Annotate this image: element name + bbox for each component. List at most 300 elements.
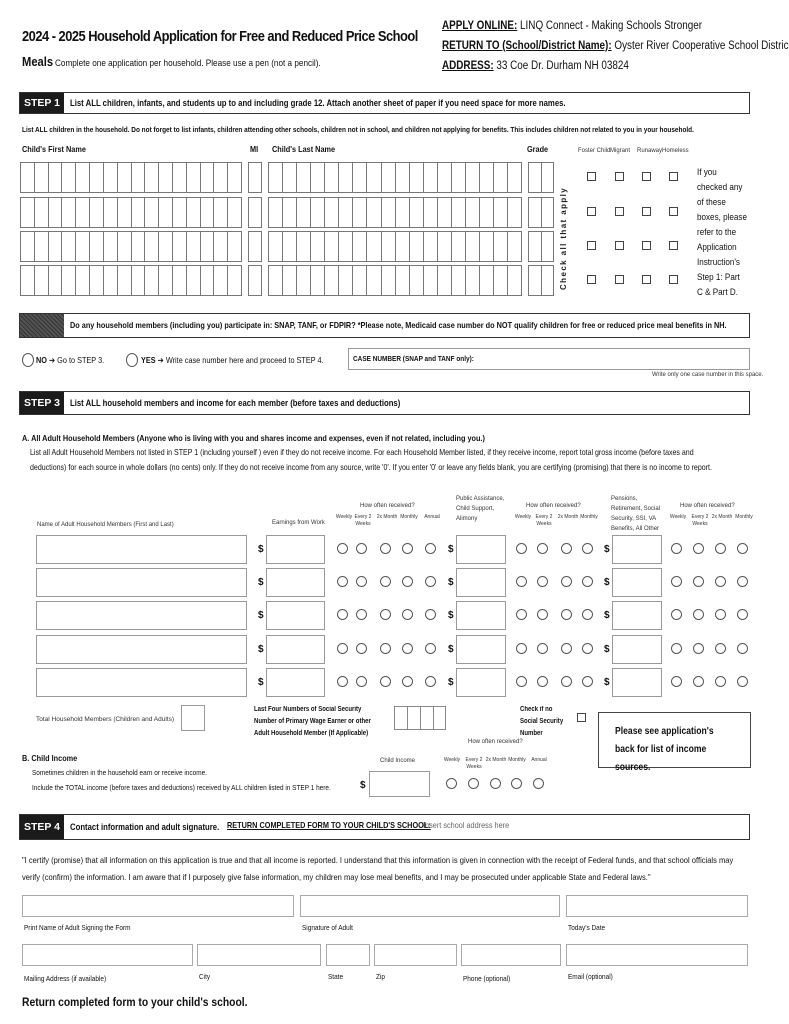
- pension-field[interactable]: [612, 635, 662, 664]
- status-checkbox[interactable]: [587, 207, 596, 216]
- public-assistance-field[interactable]: [456, 635, 506, 664]
- letter-box[interactable]: [89, 231, 103, 262]
- earnings-frequency-radio[interactable]: [380, 576, 391, 587]
- date-field[interactable]: [566, 895, 748, 917]
- earnings-frequency-radio[interactable]: [402, 576, 413, 587]
- letter-box[interactable]: [310, 162, 324, 193]
- letter-box[interactable]: [213, 265, 227, 296]
- letter-box[interactable]: [268, 162, 282, 193]
- public-assistance-field[interactable]: [456, 535, 506, 564]
- pension-frequency-radio[interactable]: [671, 609, 682, 620]
- child-first-name-field[interactable]: [20, 162, 242, 193]
- phone-field[interactable]: [461, 944, 561, 966]
- letter-box[interactable]: [395, 231, 409, 262]
- earnings-field[interactable]: [266, 635, 325, 664]
- letter-box[interactable]: [186, 231, 200, 262]
- child-last-name-field[interactable]: [268, 265, 522, 296]
- status-checkbox[interactable]: [587, 241, 596, 250]
- pension-frequency-radio[interactable]: [671, 643, 682, 654]
- letter-box[interactable]: [131, 162, 145, 193]
- ssn-last-four-field[interactable]: [394, 706, 446, 730]
- child-mi-field[interactable]: [248, 197, 262, 228]
- earnings-frequency-radio[interactable]: [356, 676, 367, 687]
- letter-box[interactable]: [507, 231, 522, 262]
- earnings-frequency-radio[interactable]: [380, 676, 391, 687]
- letter-box[interactable]: [409, 162, 423, 193]
- letter-box[interactable]: [338, 231, 352, 262]
- earnings-field[interactable]: [266, 568, 325, 597]
- pension-frequency-radio[interactable]: [671, 576, 682, 587]
- earnings-frequency-radio[interactable]: [425, 576, 436, 587]
- earnings-frequency-radio[interactable]: [380, 543, 391, 554]
- letter-box[interactable]: [541, 265, 555, 296]
- public-frequency-radio[interactable]: [537, 643, 548, 654]
- letter-box[interactable]: [479, 231, 493, 262]
- earnings-frequency-radio[interactable]: [425, 676, 436, 687]
- earnings-frequency-radio[interactable]: [337, 576, 348, 587]
- letter-box[interactable]: [366, 231, 380, 262]
- letter-box[interactable]: [352, 265, 366, 296]
- letter-box[interactable]: [366, 265, 380, 296]
- pension-field[interactable]: [612, 535, 662, 564]
- pension-frequency-radio[interactable]: [693, 609, 704, 620]
- letter-box[interactable]: [437, 197, 451, 228]
- status-checkbox[interactable]: [669, 275, 678, 284]
- letter-box[interactable]: [493, 231, 507, 262]
- city-field[interactable]: [197, 944, 321, 966]
- letter-box[interactable]: [172, 162, 186, 193]
- public-frequency-radio[interactable]: [582, 676, 593, 687]
- letter-box[interactable]: [75, 197, 89, 228]
- status-checkbox[interactable]: [642, 275, 651, 284]
- child-mi-field[interactable]: [248, 162, 262, 193]
- pension-frequency-radio[interactable]: [737, 609, 748, 620]
- public-frequency-radio[interactable]: [561, 576, 572, 587]
- earnings-frequency-radio[interactable]: [425, 643, 436, 654]
- letter-box[interactable]: [324, 265, 338, 296]
- letter-box[interactable]: [479, 265, 493, 296]
- adult-name-field[interactable]: [36, 568, 247, 597]
- letter-box[interactable]: [75, 231, 89, 262]
- status-checkbox[interactable]: [642, 241, 651, 250]
- letter-box[interactable]: [200, 265, 214, 296]
- public-assistance-field[interactable]: [456, 668, 506, 697]
- letter-box[interactable]: [296, 265, 310, 296]
- child-grade-field[interactable]: [528, 231, 554, 262]
- letter-box[interactable]: [465, 162, 479, 193]
- step4-band: [19, 814, 750, 840]
- letter-box[interactable]: [34, 197, 48, 228]
- child-first-name-field[interactable]: [20, 265, 242, 296]
- letter-box[interactable]: [186, 265, 200, 296]
- pension-frequency-radio[interactable]: [715, 609, 726, 620]
- letter-box[interactable]: [213, 162, 227, 193]
- letter-box[interactable]: [213, 197, 227, 228]
- public-assistance-field[interactable]: [456, 568, 506, 597]
- letter-box[interactable]: [493, 162, 507, 193]
- earnings-field[interactable]: [266, 535, 325, 564]
- child-first-name-field[interactable]: [20, 197, 242, 228]
- child-last-name-field[interactable]: [268, 162, 522, 193]
- letter-box[interactable]: [227, 197, 242, 228]
- letter-box[interactable]: [158, 197, 172, 228]
- letter-box[interactable]: [34, 231, 48, 262]
- letter-box[interactable]: [338, 197, 352, 228]
- public-frequency-radio[interactable]: [537, 609, 548, 620]
- child-frequency-radio[interactable]: [533, 778, 544, 789]
- public-frequency-radio[interactable]: [537, 543, 548, 554]
- public-frequency-radio[interactable]: [561, 609, 572, 620]
- pension-frequency-radio[interactable]: [737, 676, 748, 687]
- letter-box[interactable]: [451, 197, 465, 228]
- child-grade-field[interactable]: [528, 265, 554, 296]
- last-four-label: Last Four Numbers of Social Security Number of Primary Wage Earner or other Adult Household Member (If Applicable): [254, 706, 371, 737]
- letter-box[interactable]: [103, 231, 117, 262]
- pension-frequency-radio[interactable]: [715, 576, 726, 587]
- letter-box[interactable]: [352, 162, 366, 193]
- public-frequency-radio[interactable]: [537, 576, 548, 587]
- public-frequency-radio[interactable]: [516, 643, 527, 654]
- earnings-frequency-radio[interactable]: [356, 643, 367, 654]
- earnings-frequency-radio[interactable]: [356, 576, 367, 587]
- child-mi-field[interactable]: [248, 265, 262, 296]
- letter-box[interactable]: [227, 162, 242, 193]
- letter-box[interactable]: [248, 162, 262, 193]
- public-frequency-radio[interactable]: [537, 676, 548, 687]
- letter-box[interactable]: [172, 231, 186, 262]
- letter-box[interactable]: [528, 162, 541, 193]
- pension-frequency-radio[interactable]: [715, 676, 726, 687]
- letter-box[interactable]: [268, 231, 282, 262]
- letter-box[interactable]: [352, 231, 366, 262]
- letter-box[interactable]: [20, 162, 34, 193]
- letter-box[interactable]: [437, 231, 451, 262]
- ssn-digit-box[interactable]: [433, 706, 446, 730]
- letter-box[interactable]: [310, 265, 324, 296]
- letter-box[interactable]: [158, 162, 172, 193]
- letter-box[interactable]: [296, 231, 310, 262]
- public-frequency-radio[interactable]: [516, 543, 527, 554]
- public-frequency-radio[interactable]: [582, 543, 593, 554]
- letter-box[interactable]: [200, 197, 214, 228]
- letter-box[interactable]: [186, 162, 200, 193]
- earnings-frequency-radio[interactable]: [402, 676, 413, 687]
- letter-box[interactable]: [75, 162, 89, 193]
- public-frequency-radio[interactable]: [516, 676, 527, 687]
- letter-box[interactable]: [61, 265, 75, 296]
- pension-frequency-radio[interactable]: [693, 543, 704, 554]
- letter-box[interactable]: [61, 197, 75, 228]
- earnings-frequency-radio[interactable]: [356, 609, 367, 620]
- letter-box[interactable]: [451, 162, 465, 193]
- letter-box[interactable]: [437, 162, 451, 193]
- letter-box[interactable]: [282, 162, 296, 193]
- earnings-frequency-radio[interactable]: [402, 609, 413, 620]
- letter-box[interactable]: [409, 265, 423, 296]
- status-checkbox[interactable]: [669, 172, 678, 181]
- child-frequency-radio[interactable]: [446, 778, 457, 789]
- letter-box[interactable]: [144, 197, 158, 228]
- letter-box[interactable]: [507, 265, 522, 296]
- letter-box[interactable]: [465, 265, 479, 296]
- pension-frequency-radio[interactable]: [715, 643, 726, 654]
- letter-box[interactable]: [34, 265, 48, 296]
- letter-box[interactable]: [117, 197, 131, 228]
- letter-box[interactable]: [186, 197, 200, 228]
- pension-frequency-radio[interactable]: [737, 643, 748, 654]
- child-grade-field[interactable]: [528, 197, 554, 228]
- pension-frequency-radio[interactable]: [693, 643, 704, 654]
- letter-box[interactable]: [395, 265, 409, 296]
- letter-box[interactable]: [117, 231, 131, 262]
- letter-box[interactable]: [409, 197, 423, 228]
- letter-box[interactable]: [248, 265, 262, 296]
- letter-box[interactable]: [465, 197, 479, 228]
- child-income-field[interactable]: [369, 771, 430, 797]
- public-frequency-radio[interactable]: [561, 643, 572, 654]
- letter-box[interactable]: [366, 197, 380, 228]
- earnings-frequency-radio[interactable]: [402, 543, 413, 554]
- letter-box[interactable]: [465, 231, 479, 262]
- letter-box[interactable]: [131, 265, 145, 296]
- letter-box[interactable]: [324, 231, 338, 262]
- letter-box[interactable]: [117, 265, 131, 296]
- letter-box[interactable]: [282, 231, 296, 262]
- letter-box[interactable]: [89, 162, 103, 193]
- letter-box[interactable]: [48, 231, 62, 262]
- letter-box[interactable]: [172, 265, 186, 296]
- letter-box[interactable]: [528, 265, 541, 296]
- status-checkbox[interactable]: [615, 172, 624, 181]
- total-members-field[interactable]: [181, 705, 205, 731]
- letter-box[interactable]: [451, 265, 465, 296]
- earnings-frequency-radio[interactable]: [356, 543, 367, 554]
- letter-box[interactable]: [528, 197, 541, 228]
- frequency-label: Weekly: [335, 514, 353, 520]
- letter-box[interactable]: [338, 265, 352, 296]
- signature-field[interactable]: [300, 895, 560, 917]
- letter-box[interactable]: [352, 197, 366, 228]
- letter-box[interactable]: [248, 197, 262, 228]
- letter-box[interactable]: [507, 162, 522, 193]
- letter-box[interactable]: [493, 197, 507, 228]
- return-form-label: RETURN COMPLETED FORM TO YOUR CHILD'S SCHOOL:: [227, 820, 431, 830]
- letter-box[interactable]: [437, 265, 451, 296]
- pension-frequency-radio[interactable]: [693, 676, 704, 687]
- how-often-1: How often received?: [360, 503, 415, 509]
- ssn-digit-box[interactable]: [407, 706, 420, 730]
- case-number-field[interactable]: [348, 348, 750, 370]
- letter-box[interactable]: [541, 162, 555, 193]
- earnings-frequency-radio[interactable]: [337, 676, 348, 687]
- adult-name-field[interactable]: [36, 668, 247, 697]
- public-frequency-radio[interactable]: [516, 576, 527, 587]
- mailing-address-field[interactable]: [22, 944, 193, 966]
- col-last-name: Child's Last Name: [272, 144, 336, 154]
- child-last-name-field[interactable]: [268, 197, 522, 228]
- letter-box[interactable]: [144, 162, 158, 193]
- state-field[interactable]: [326, 944, 370, 966]
- earnings-frequency-radio[interactable]: [380, 643, 391, 654]
- no-ssn-checkbox[interactable]: [577, 713, 586, 722]
- letter-box[interactable]: [20, 197, 34, 228]
- letter-box[interactable]: [423, 231, 437, 262]
- letter-box[interactable]: [200, 162, 214, 193]
- child-frequency-radio[interactable]: [468, 778, 479, 789]
- letter-box[interactable]: [158, 265, 172, 296]
- email-field[interactable]: [566, 944, 748, 966]
- letter-box[interactable]: [324, 162, 338, 193]
- pension-field[interactable]: [612, 601, 662, 630]
- status-checkbox[interactable]: [587, 275, 596, 284]
- letter-box[interactable]: [541, 231, 555, 262]
- child-frequency-radio[interactable]: [490, 778, 501, 789]
- letter-box[interactable]: [144, 265, 158, 296]
- letter-box[interactable]: [451, 231, 465, 262]
- letter-box[interactable]: [248, 231, 262, 262]
- letter-box[interactable]: [213, 231, 227, 262]
- letter-box[interactable]: [507, 197, 522, 228]
- letter-box[interactable]: [227, 231, 242, 262]
- letter-box[interactable]: [381, 231, 395, 262]
- pension-frequency-radio[interactable]: [737, 543, 748, 554]
- letter-box[interactable]: [528, 231, 541, 262]
- letter-box[interactable]: [61, 162, 75, 193]
- letter-box[interactable]: [310, 231, 324, 262]
- public-assistance-field[interactable]: [456, 601, 506, 630]
- letter-box[interactable]: [423, 162, 437, 193]
- earnings-frequency-radio[interactable]: [402, 643, 413, 654]
- public-frequency-radio[interactable]: [582, 576, 593, 587]
- col-public: Public Assistance, Child Support, Alimony: [456, 496, 505, 522]
- letter-box[interactable]: [296, 197, 310, 228]
- letter-box[interactable]: [423, 197, 437, 228]
- adult-name-field[interactable]: [36, 535, 247, 564]
- letter-box[interactable]: [366, 162, 380, 193]
- pension-frequency-radio[interactable]: [671, 543, 682, 554]
- letter-box[interactable]: [268, 265, 282, 296]
- yes-radio[interactable]: [126, 353, 138, 367]
- letter-box[interactable]: [103, 265, 117, 296]
- letter-box[interactable]: [20, 265, 34, 296]
- letter-box[interactable]: [479, 197, 493, 228]
- status-checkbox[interactable]: [669, 241, 678, 250]
- child-first-name-field[interactable]: [20, 231, 242, 262]
- letter-box[interactable]: [541, 197, 555, 228]
- letter-box[interactable]: [310, 197, 324, 228]
- letter-box[interactable]: [493, 265, 507, 296]
- earnings-frequency-radio[interactable]: [425, 543, 436, 554]
- see-back-box: [598, 712, 751, 773]
- letter-box[interactable]: [75, 265, 89, 296]
- letter-box[interactable]: [20, 231, 34, 262]
- letter-box[interactable]: [89, 197, 103, 228]
- letter-box[interactable]: [34, 162, 48, 193]
- status-checkbox[interactable]: [615, 275, 624, 284]
- letter-box[interactable]: [144, 231, 158, 262]
- status-checkbox[interactable]: [615, 207, 624, 216]
- letter-box[interactable]: [395, 162, 409, 193]
- letter-box[interactable]: [296, 162, 310, 193]
- child-last-name-field[interactable]: [268, 231, 522, 262]
- letter-box[interactable]: [409, 231, 423, 262]
- status-checkbox[interactable]: [669, 207, 678, 216]
- letter-box[interactable]: [117, 162, 131, 193]
- letter-box[interactable]: [200, 231, 214, 262]
- adult-name-field[interactable]: [36, 601, 247, 630]
- letter-box[interactable]: [103, 162, 117, 193]
- letter-box[interactable]: [423, 265, 437, 296]
- adult-name-field[interactable]: [36, 635, 247, 664]
- child-frequency-radio[interactable]: [511, 778, 522, 789]
- letter-box[interactable]: [227, 265, 242, 296]
- letter-box[interactable]: [268, 197, 282, 228]
- earnings-frequency-radio[interactable]: [425, 609, 436, 620]
- earnings-field[interactable]: [266, 668, 325, 697]
- earnings-frequency-radio[interactable]: [380, 609, 391, 620]
- letter-box[interactable]: [395, 197, 409, 228]
- public-frequency-radio[interactable]: [582, 609, 593, 620]
- letter-box[interactable]: [172, 197, 186, 228]
- print-name-field[interactable]: [22, 895, 294, 917]
- pension-field[interactable]: [612, 668, 662, 697]
- ssn-digit-box[interactable]: [420, 706, 433, 730]
- earnings-frequency-radio[interactable]: [337, 609, 348, 620]
- letter-box[interactable]: [479, 162, 493, 193]
- letter-box[interactable]: [103, 197, 117, 228]
- pension-frequency-radio[interactable]: [693, 576, 704, 587]
- public-frequency-radio[interactable]: [582, 643, 593, 654]
- letter-box[interactable]: [381, 265, 395, 296]
- public-frequency-radio[interactable]: [561, 676, 572, 687]
- letter-box[interactable]: [48, 162, 62, 193]
- earnings-frequency-radio[interactable]: [337, 543, 348, 554]
- child-mi-field[interactable]: [248, 231, 262, 262]
- pension-field[interactable]: [612, 568, 662, 597]
- pension-frequency-radio[interactable]: [737, 576, 748, 587]
- status-checkbox[interactable]: [642, 207, 651, 216]
- form-title: 2024 - 2025 Household Application for Free and Reduced Price School: [22, 28, 418, 45]
- public-frequency-radio[interactable]: [516, 609, 527, 620]
- status-checkbox[interactable]: [642, 172, 651, 181]
- earnings-frequency-radio[interactable]: [337, 643, 348, 654]
- earnings-field[interactable]: [266, 601, 325, 630]
- letter-box[interactable]: [381, 197, 395, 228]
- status-checkbox[interactable]: [587, 172, 596, 181]
- letter-box[interactable]: [48, 197, 62, 228]
- letter-box[interactable]: [131, 231, 145, 262]
- letter-box[interactable]: [131, 197, 145, 228]
- letter-box[interactable]: [381, 162, 395, 193]
- pension-frequency-radio[interactable]: [715, 543, 726, 554]
- letter-box[interactable]: [89, 265, 103, 296]
- no-radio[interactable]: [22, 353, 34, 367]
- public-frequency-radio[interactable]: [561, 543, 572, 554]
- status-checkbox[interactable]: [615, 241, 624, 250]
- letter-box[interactable]: [282, 197, 296, 228]
- ssn-digit-box[interactable]: [394, 706, 407, 730]
- letter-box[interactable]: [158, 231, 172, 262]
- letter-box[interactable]: [282, 265, 296, 296]
- letter-box[interactable]: [61, 231, 75, 262]
- letter-box[interactable]: [324, 197, 338, 228]
- letter-box[interactable]: [338, 162, 352, 193]
- zip-field[interactable]: [374, 944, 457, 966]
- pension-frequency-radio[interactable]: [671, 676, 682, 687]
- letter-box[interactable]: [48, 265, 62, 296]
- child-grade-field[interactable]: [528, 162, 554, 193]
- step3-band: [19, 391, 750, 415]
